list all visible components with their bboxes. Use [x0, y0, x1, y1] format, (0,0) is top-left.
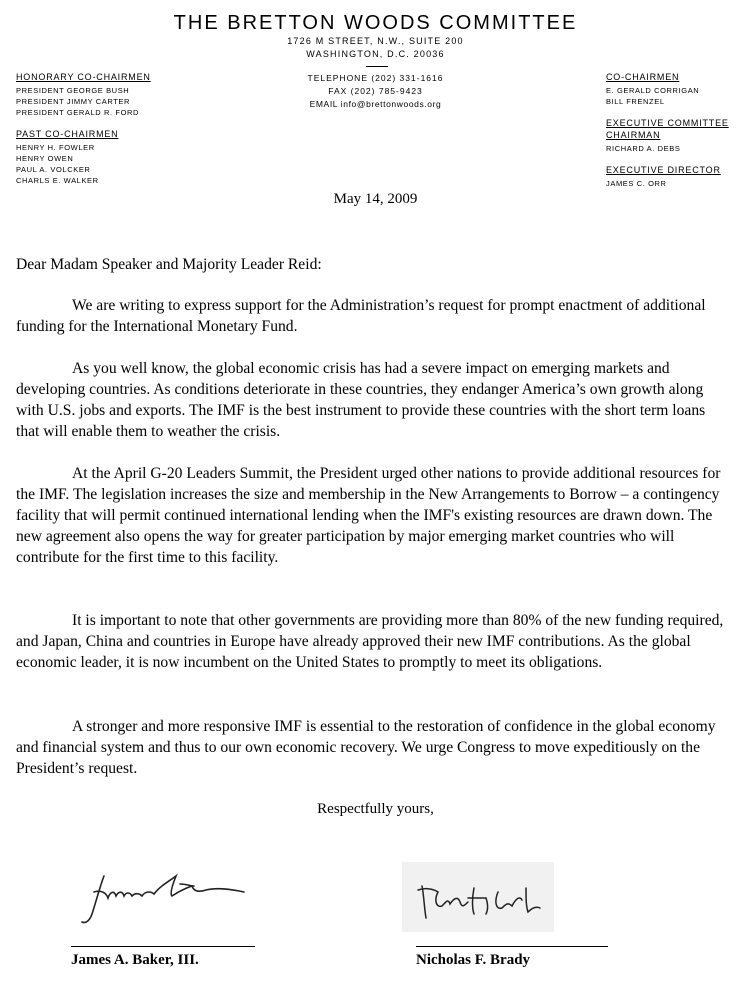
executive-committee-chairman-heading: CHAIRMAN — [606, 130, 661, 140]
list-item: E. GERALD CORRIGAN — [606, 86, 700, 95]
baker-signature-line — [71, 946, 255, 947]
paragraph-2 — [16, 358, 731, 442]
list-item: HENRY OWEN — [16, 154, 74, 163]
street-address: 1726 M STREET, N.W., SUITE 200 — [287, 36, 464, 46]
paragraph-3 — [16, 463, 731, 568]
cochairmen-heading: CO-CHAIRMEN — [606, 72, 680, 82]
executive-committee-heading: EXECUTIVE COMMITTEE — [606, 118, 729, 128]
executive-director-heading: EXECUTIVE DIRECTOR — [606, 165, 721, 175]
city-address: WASHINGTON, D.C. 20036 — [306, 49, 445, 59]
list-item: PRESIDENT GERALD R. FORD — [16, 108, 140, 117]
brady-signature-line — [416, 946, 608, 947]
email: EMAIL info@brettonwoods.org — [309, 99, 442, 109]
closing: Respectfully yours, — [317, 801, 434, 817]
signatory-name-baker: James A. Baker, III. — [71, 952, 199, 968]
paragraph-text: At the April G-20 Leaders Summit, the President urged other nations to provide additional resources for the IMF. The legislation increases the size and membership in the New Arrangements to Borrow – a contingency facility that will permit continued international lending when the IMF's existing resources are drawn down. The new agreement also opens the way for greater participation by major emerging market countries who will contribute for the first time to this facility. — [16, 465, 721, 566]
telephone: TELEPHONE (202) 331-1616 — [307, 73, 444, 83]
salutation: Dear Madam Speaker and Majority Leader Reid: — [16, 256, 322, 273]
cochairmen-block — [606, 72, 746, 107]
letter-date: May 14, 2009 — [333, 191, 418, 207]
organization-title: THE BRETTON WOODS COMMITTEE — [173, 12, 578, 34]
list-item: PAUL A. VOLCKER — [16, 165, 91, 174]
list-item: BILL FRENZEL — [606, 97, 665, 106]
brady-signature — [402, 862, 554, 932]
signatory-name-brady: Nicholas F. Brady — [416, 952, 531, 968]
list-item: PRESIDENT GEORGE BUSH — [16, 86, 130, 95]
paragraph-text: A stronger and more responsive IMF is essential to the restoration of confidence in the global economy and financial system and thus to our own economic recovery. We urge Congress to move expeditiously on the President’s request. — [16, 718, 716, 777]
list-item: HENRY H. FOWLER — [16, 143, 95, 152]
signature-image — [402, 862, 554, 932]
past-cochairmen-heading: PAST CO-CHAIRMEN — [16, 129, 119, 139]
address-divider — [366, 66, 388, 67]
executive-director-block — [606, 165, 746, 189]
list-item: CHARLS E. WALKER — [16, 176, 99, 185]
list-item: PRESIDENT JIMMY CARTER — [16, 97, 131, 106]
list-item: JAMES C. ORR — [606, 179, 667, 188]
paragraph-text: We are writing to express support for the Administration’s request for prompt enactment of additional funding for the International Monetary Fund. — [16, 297, 706, 335]
fax: FAX (202) 785-9423 — [328, 86, 423, 96]
executive-committee-block — [606, 118, 746, 154]
signature-image — [76, 862, 256, 938]
honorary-cochairmen-heading: HONORARY CO-CHAIRMEN — [16, 72, 151, 82]
paragraph-text: As you well know, the global economic crisis has had a severe impact on emerging markets and developing countries. As conditions deteriorate in these countries, they endanger America’s own growth along with U.S. jobs and exports. The IMF is the best instrument to provide these countries with the short term loans that will enable them to weather the crisis. — [16, 360, 706, 440]
paragraph-5 — [16, 716, 731, 779]
paragraph-4 — [16, 610, 731, 673]
past-cochairmen-block — [16, 129, 196, 186]
paragraph-text: It is important to note that other governments are providing more than 80% of the new funding required, and Japan, China and countries in Europe have already approved their new IMF contributions. As the global economic leader, it is now incumbent on the United States to promptly to meet its obligations. — [16, 612, 724, 671]
list-item: RICHARD A. DEBS — [606, 144, 681, 153]
paragraph-1 — [16, 295, 731, 337]
baker-signature — [76, 862, 256, 938]
